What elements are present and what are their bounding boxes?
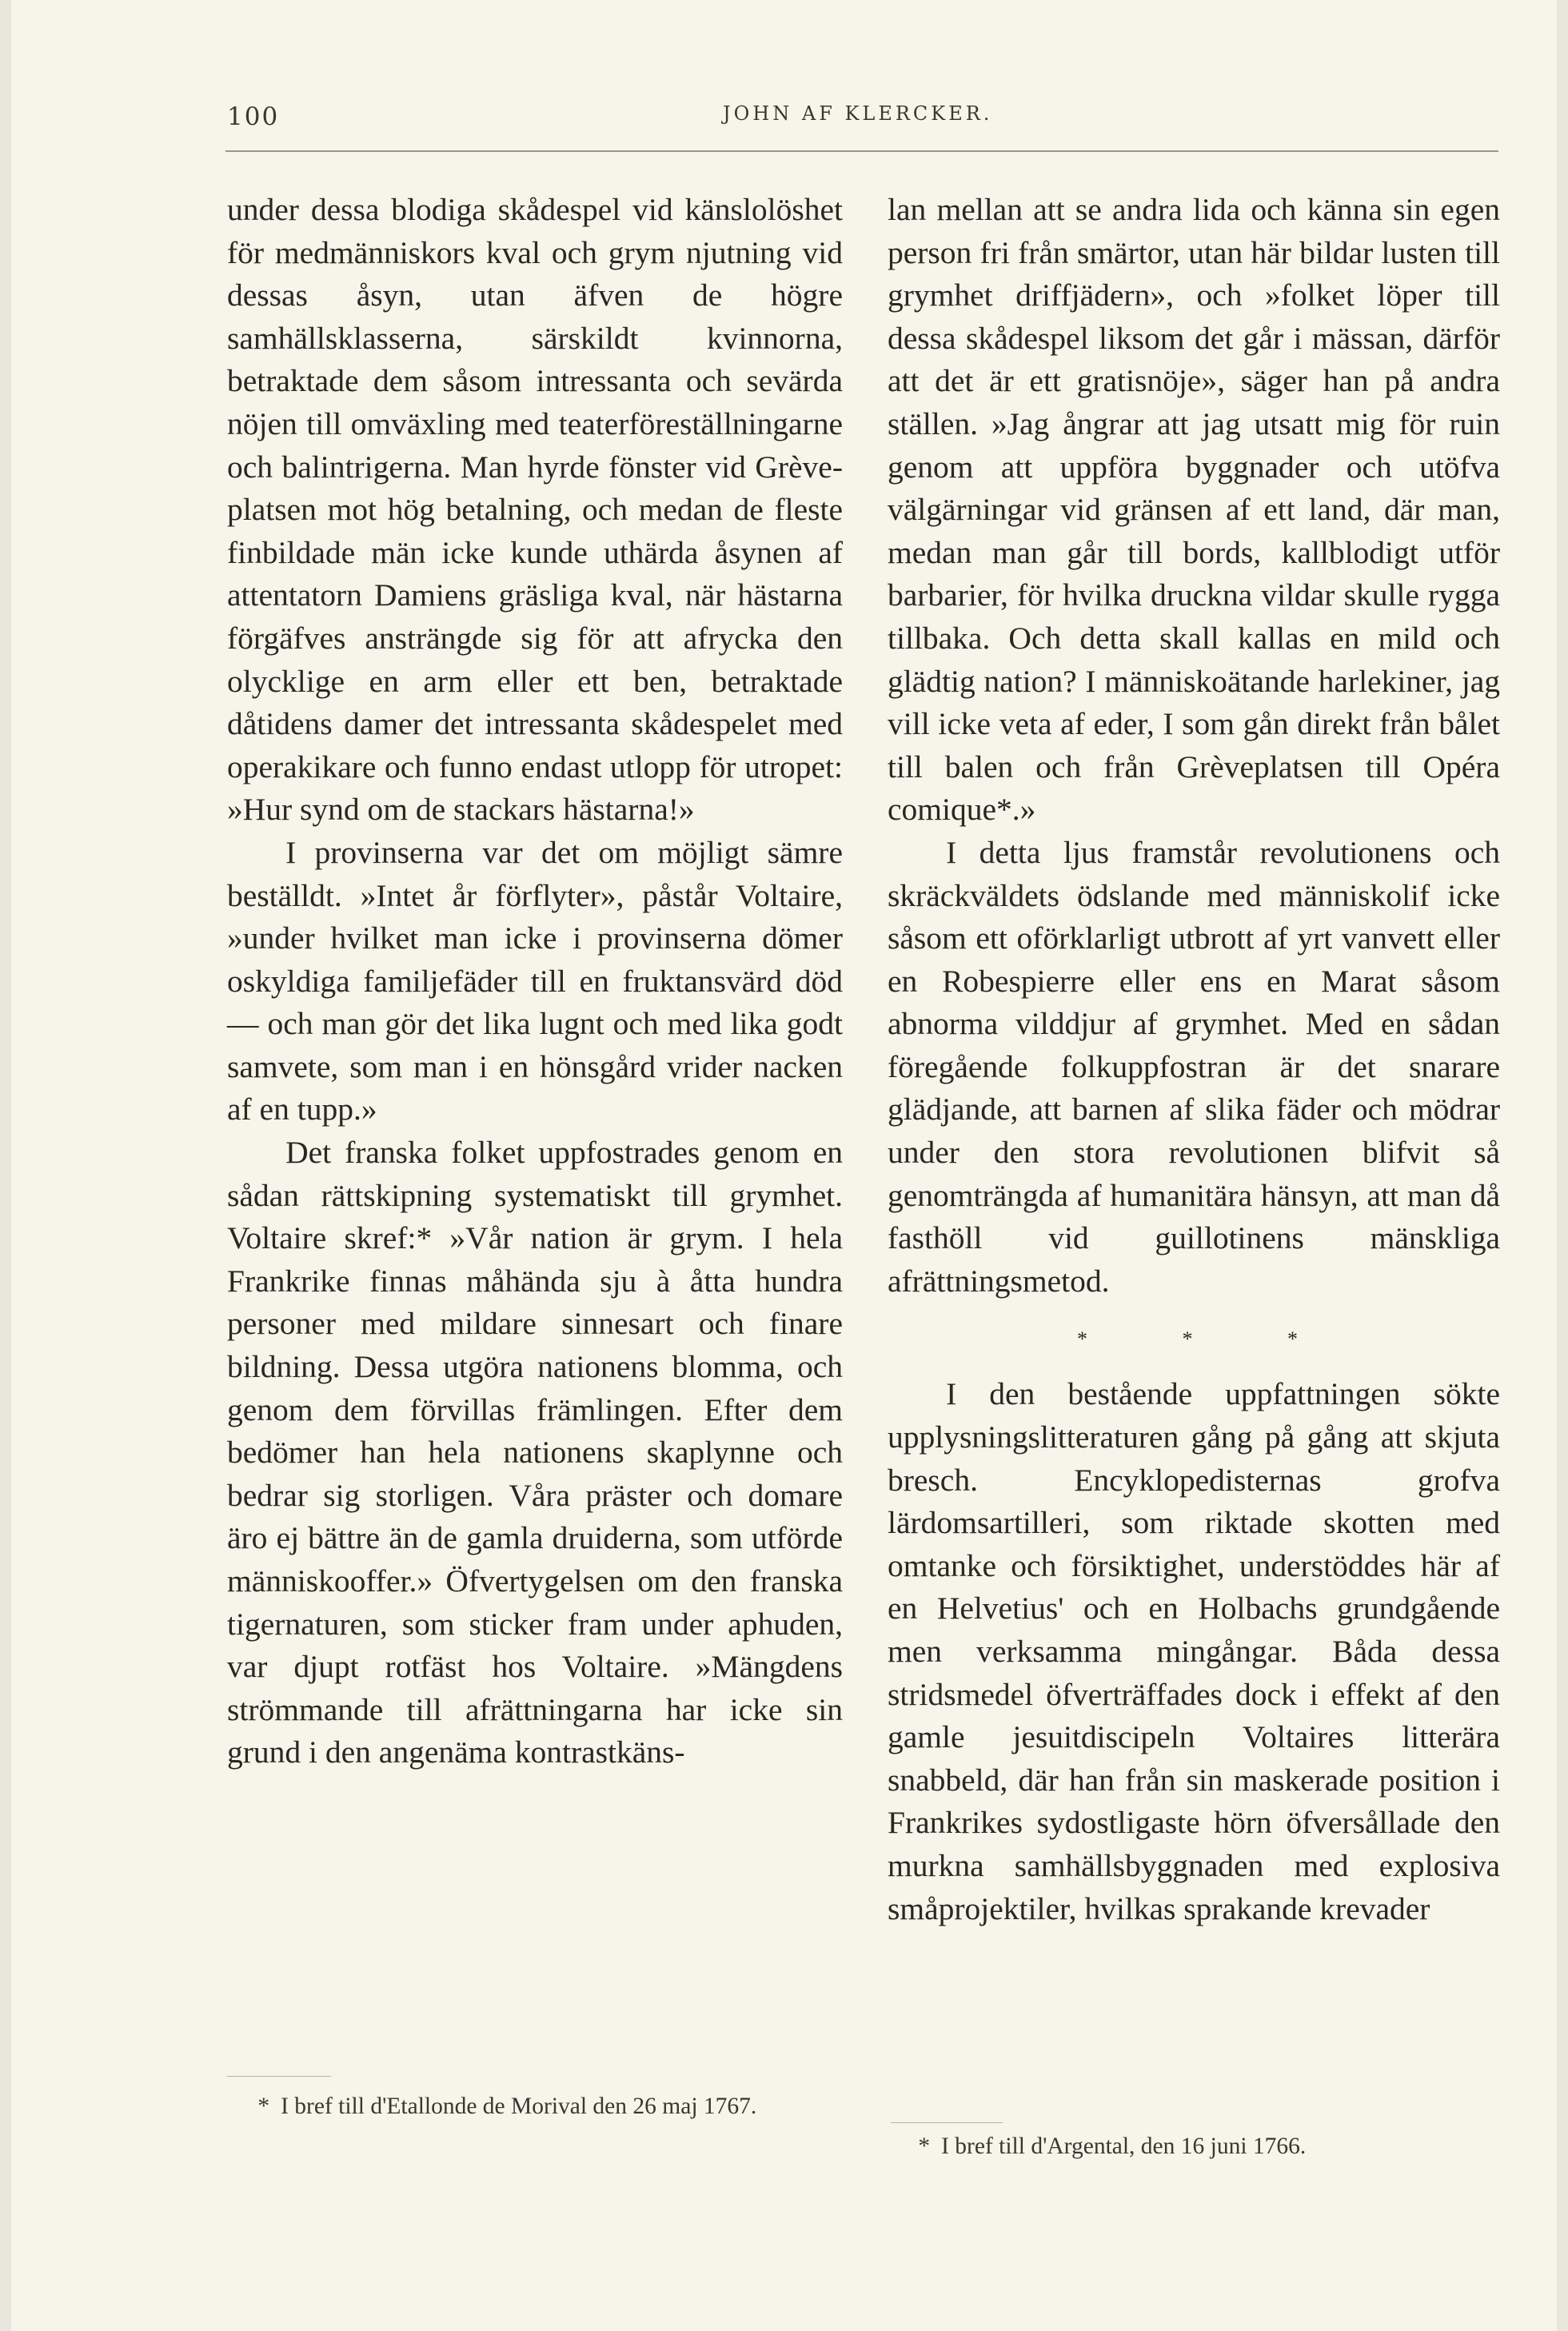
paragraph: I detta ljus framstår revolutionens och skräckväldets ödslande med människolif icke såsom ett oförklarligt utbrott af yrt vanvett eller en Robespierre eller ens en Marat såsom abnorma vilddjur af grymhet. Med en sådan föregående folkuppfostran är det snarare glädjande, att barnen af slika fäder och mödrar under den stora revolutionen blifvit så genomträngda af humanitära hänsyn, att man då fasthöll vid guillotinens mänskliga afrättningsmetod. <box>888 834 1500 1299</box>
footnote-mark: * <box>257 2094 270 2119</box>
footnote-rule-left <box>227 2076 331 2077</box>
page-header <box>227 102 1497 131</box>
header-rule <box>225 150 1498 152</box>
section-separator: * * * <box>1077 1327 1343 1351</box>
paragraph: I provinserna var det om möjligt sämre beställdt. »Intet år förflyter», påstår Voltaire, »under hvilket man icke i provinserna dömer oskyldiga familjefäder till en fruktansvärd död — och man gör det lika lugnt och med lika godt samvete, som man i en hönsgård vrider nacken af en tupp.» <box>227 834 843 1128</box>
left-column <box>227 189 843 1774</box>
footnote-right <box>888 2129 1500 2165</box>
book-page <box>11 0 1557 2331</box>
paragraph: Det franska folket uppfostrades genom en sådan rättskipning systematiskt till grymhet. Voltaire skref:* »Vår nation är grym. I hela Frankrike finnas måhända sju à åtta hundra personer med mildare sinnesart och finare bildning. Dessa utgöra nationens blomma, och genom dem förvillas främlingen. Efter dem bedömer han hela nationens skaplynne och bedrar sig storligen. Våra präster och domare äro ej bättre än de gamla druiderna, som utförde människooffer.» Öfvertygelsen om den franska tigernaturen, som sticker fram under aphuden, var djupt rotfäst hos Voltaire. »Mängdens strömmande till afrättningarna har icke sin grund i den angenäma kontrastkäns- <box>227 1135 843 1770</box>
footnote-text: I bref till d'Etallonde de Morival den 26 maj 1767. <box>281 2094 757 2119</box>
running-head: JOHN AF KLERCKER. <box>723 102 993 125</box>
paragraph: under dessa blodiga skådespel vid känslolöshet för medmänniskors kval och grym njutning vid dessas åsyn, utan äfven de högre samhällsklasserna, särskildt kvinnorna, betraktade dem såsom intressanta och sevärda nöjen till omväxling med teaterföreställningarne och balintrigerna. Man hyrde fönster vid Grève-platsen mot hög betalning, och medan de fleste finbildade män icke kunde uthärda åsynen af attentatorn Damiens gräsliga kval, när hästarna förgäfves ansträngde sig för att afrycka den olycklige en arm eller ett ben, betraktade dåtidens damer det intressanta skådespelet med operakikare och funno endast utlopp för utropet: »Hur synd om de stackars hästarna!» <box>227 192 843 828</box>
footnote-rule-right <box>891 2122 1003 2123</box>
paragraph: lan mellan att se andra lida och känna sin egen person fri från smärtor, utan här bildar lusten till grymhet driffjädern», och »folket löper till dessa skådespel liksom det går i mässan, därför att det är ett gratisnöje», säger han på andra ställen. »Jag ångrar att jag utsatt mig för ruin genom att uppföra byggnader och utöfva välgärningar vid gränsen af ett land, där man, medan man går till bords, kallblodigt utför barbarier, för hvilka druckna vildar skulle rygga tillbaka. Och detta skall kallas en mild och glädtig nation? I människoätande harlekiner, jag vill icke veta af eder, I som gån direkt från bålet till balen och från Grèveplatsen till Opéra comique*.» <box>888 192 1500 828</box>
footnote-left <box>227 2089 843 2125</box>
footnote-text: I bref till d'Argental, den 16 juni 1766. <box>941 2133 1307 2159</box>
footnote-mark: * <box>918 2133 931 2159</box>
paragraph: I den bestående uppfattningen sökte upplysningslitteraturen gång på gång att skjuta bresch. Encyklopedisternas grofva lärdomsartilleri, som riktade skotten med omtanke och försiktighet, understöddes här af en Helvetius' och en Holbachs grundgående men verksamma mingångar. Båda dessa stridsmedel öfverträffades dock i effekt af den gamle jesuitdiscipeln Voltaires litterära snabbeld, där han från sin maskerade position i Frankrikes sydostligaste hörn öfversållade den murkna samhällsbyggnaden med explosiva småprojektiler, hvilkas sprakande krevader <box>888 1376 1500 1926</box>
page-number: 100 <box>227 102 280 131</box>
right-column <box>888 189 1500 1930</box>
